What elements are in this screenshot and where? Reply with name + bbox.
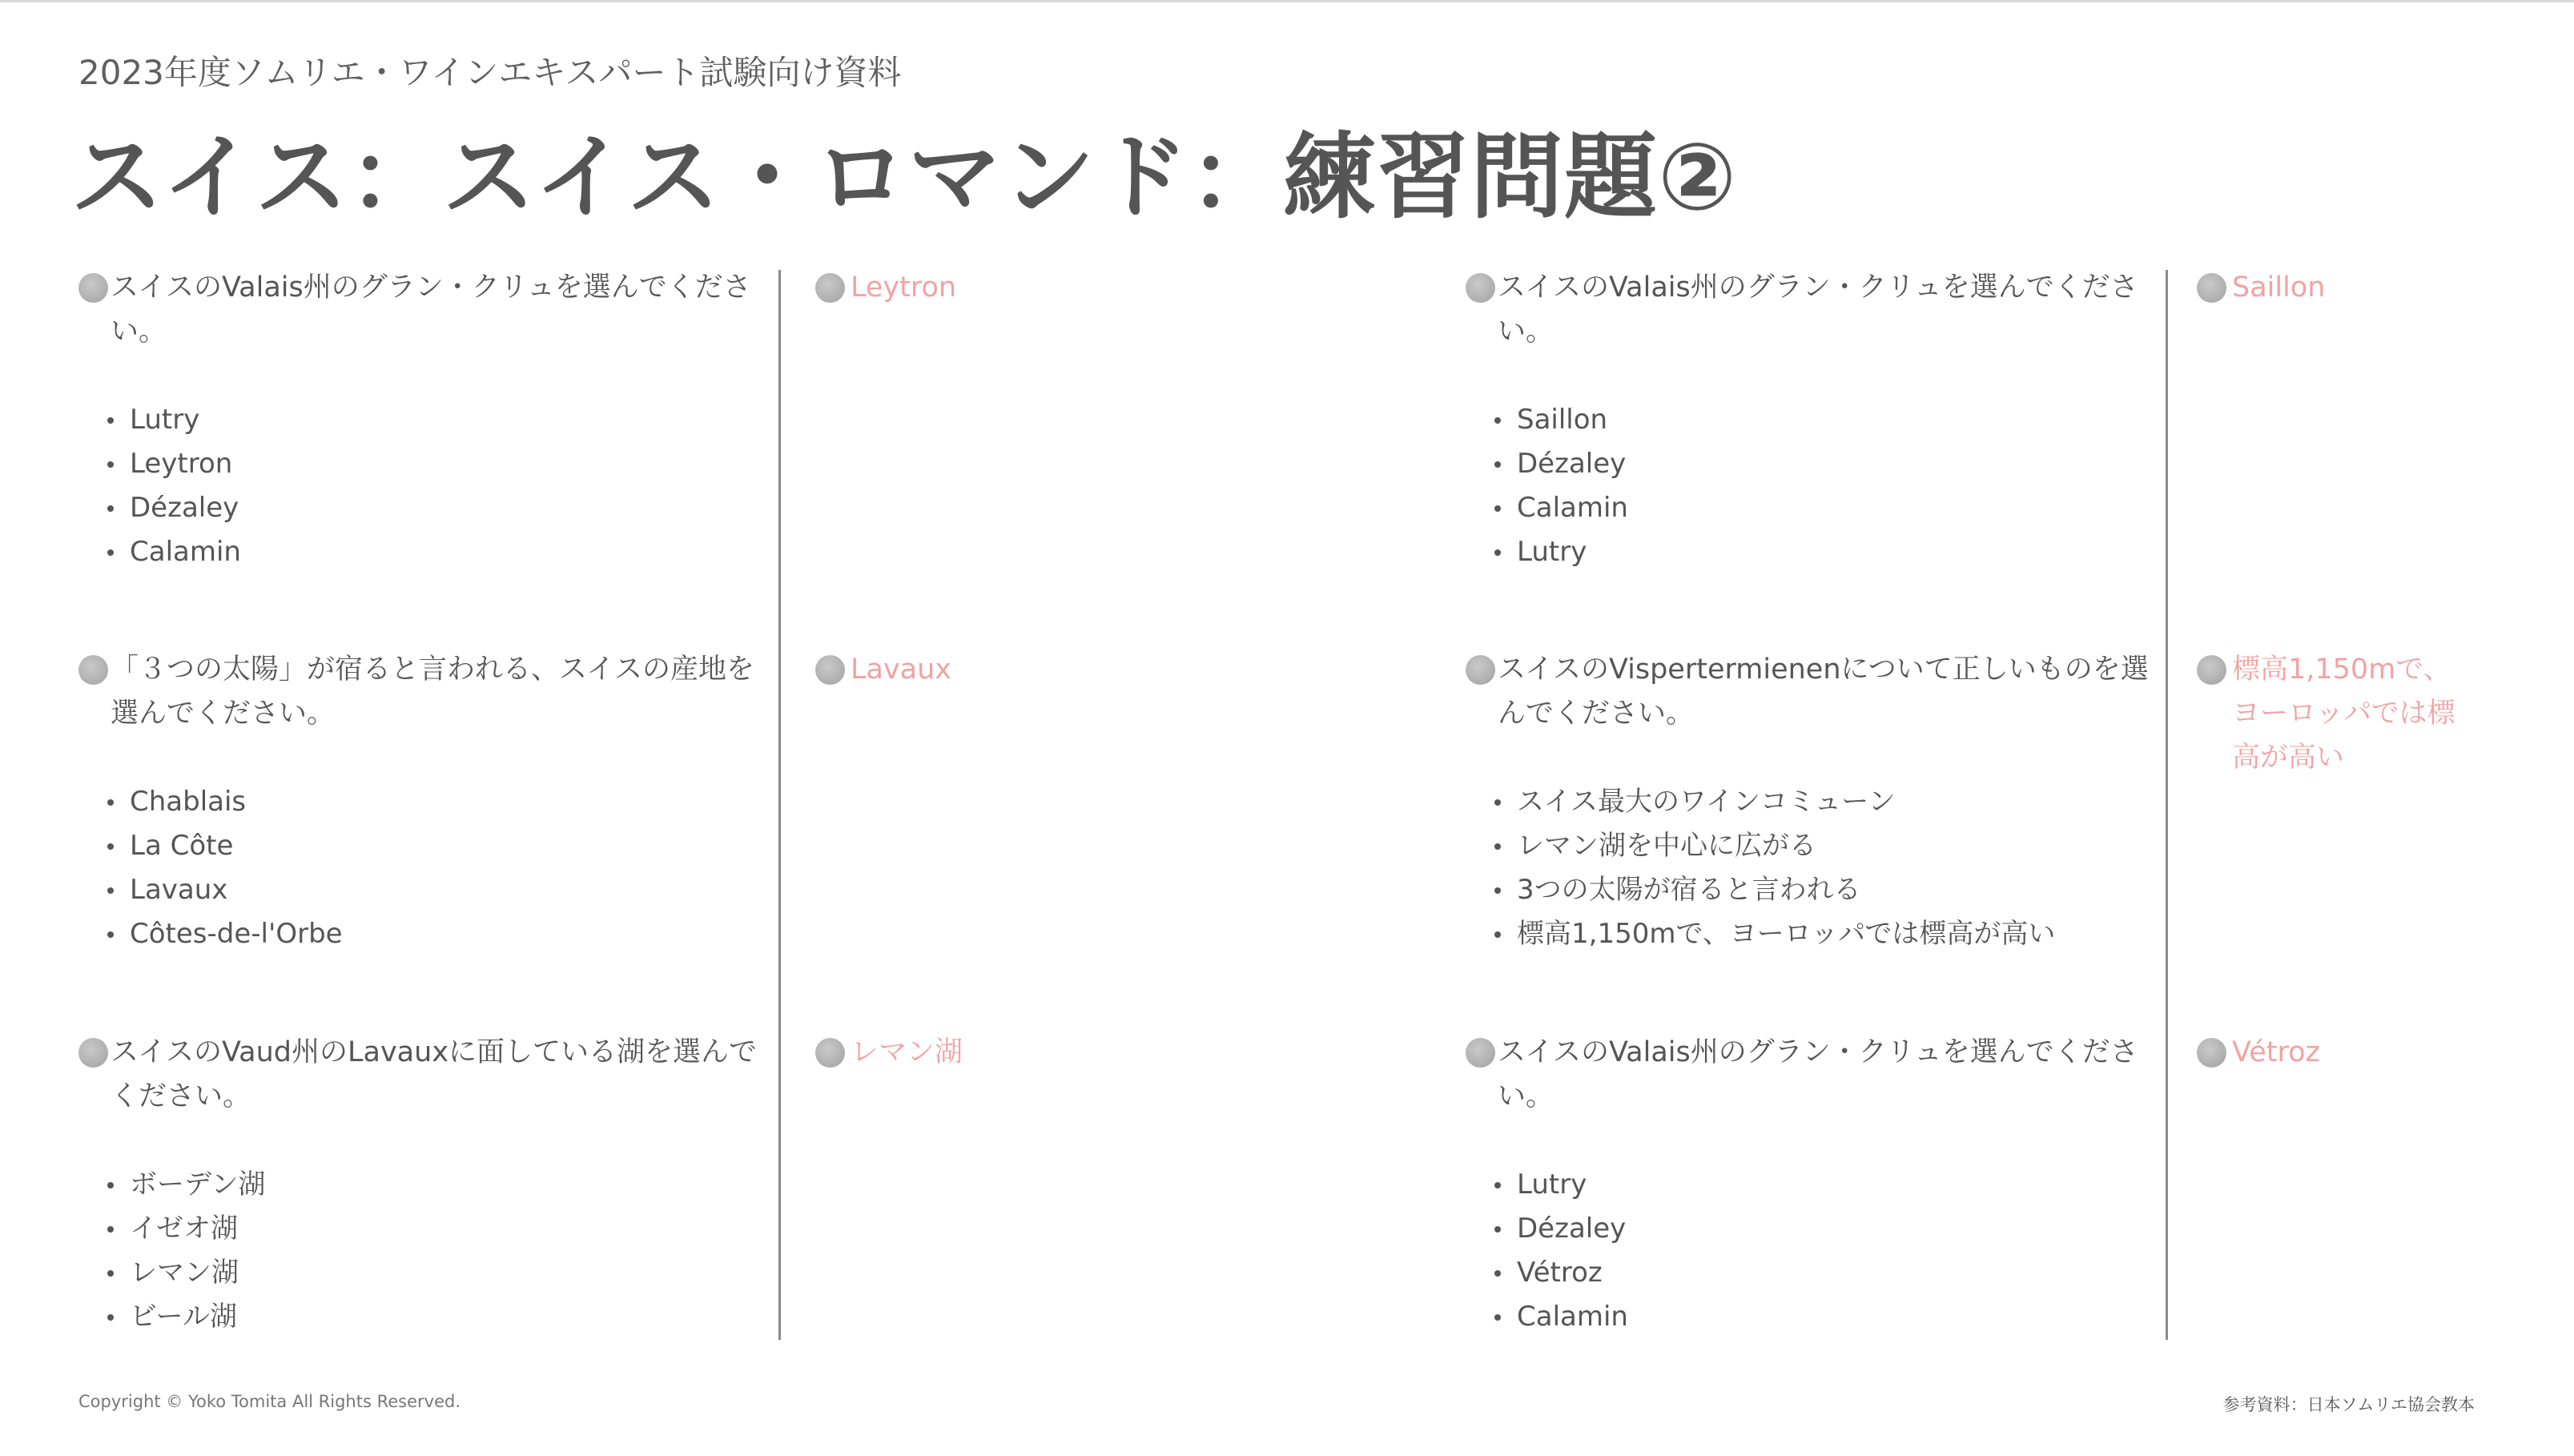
question-block (1466, 1031, 2162, 1339)
question-bullet-icon (78, 1038, 108, 1068)
answer-bullet-icon (2197, 1038, 2226, 1068)
question-text: スイスのValais州のグラン・クリュを選んでください。 (1498, 1036, 2138, 1112)
option-item: Calamin (1494, 486, 2162, 530)
right-divider (2166, 270, 2168, 1340)
option-item: Dézaley (1494, 1207, 2162, 1251)
answer-block (815, 648, 1080, 692)
answer-text: Saillon (2232, 271, 2326, 304)
option-list (78, 1163, 775, 1339)
option-item: レマン湖を中心に広がる (1494, 824, 2162, 868)
page-title: スイス：スイス・ロマンド：練習問題② (70, 123, 1738, 231)
page-subtitle: 2023年度ソムリエ・ワインエキスパート試験向け資料 (78, 53, 902, 92)
question-text: 「３つの太陽」が宿ると言われる、スイスの産地を選んでください。 (111, 654, 754, 730)
question-text: スイスのVaud州のLavauxに面している湖を選んでください。 (111, 1036, 758, 1112)
answer-bullet-icon (2197, 655, 2226, 685)
answer-block (2197, 648, 2461, 780)
option-list (1466, 398, 2162, 574)
question-text: スイスのValais州のグラン・クリュを選んでください。 (111, 271, 751, 348)
answer-bullet-icon (815, 273, 845, 303)
answer-text: 標高1,150mで、ヨーロッパでは標高が高い (2232, 654, 2455, 774)
question-item (1466, 1031, 2162, 1119)
option-item: イゼオ湖 (107, 1207, 775, 1251)
option-item: Dézaley (107, 486, 775, 530)
question-item (78, 266, 775, 354)
question-block (78, 648, 775, 956)
reference-text: 参考資料：日本ソムリエ協会教本 (2222, 1395, 2475, 1414)
option-item: Calamin (107, 530, 775, 574)
question-text: スイスのValais州のグラン・クリュを選んでください。 (1498, 271, 2138, 348)
option-item: Vétroz (1494, 1251, 2162, 1295)
question-text: スイスのVispertermienenについて正しいものを選んでください。 (1498, 654, 2149, 730)
option-list (78, 398, 775, 574)
option-item: スイス最大のワインコミューン (1494, 780, 2162, 824)
question-block (78, 1031, 775, 1339)
answer-bullet-icon (815, 1038, 845, 1068)
answer-block (815, 1031, 1080, 1075)
question-block (1466, 266, 2162, 574)
option-item: La Côte (107, 824, 775, 868)
option-item: Lutry (107, 398, 775, 442)
question-block (78, 266, 775, 574)
answer-bullet-icon (815, 655, 845, 685)
top-rule (0, 0, 2574, 2)
answer-block (815, 266, 1080, 310)
left-divider (778, 270, 781, 1340)
answer-block (2197, 266, 2461, 310)
copyright-text: Copyright © Yoko Tomita All Rights Reserved. (78, 1392, 461, 1411)
answer-text: レマン湖 (851, 1036, 963, 1068)
option-item: 3つの太陽が宿ると言われる (1494, 868, 2162, 912)
option-item: Leytron (107, 442, 775, 486)
answer-text: Lavaux (851, 654, 952, 686)
option-item: Lutry (1494, 530, 2162, 574)
question-item (78, 648, 775, 736)
answer-text: Vétroz (2232, 1036, 2320, 1068)
answer-bullet-icon (2197, 273, 2226, 303)
option-item: Chablais (107, 780, 775, 824)
question-bullet-icon (78, 273, 108, 303)
option-item: Calamin (1494, 1295, 2162, 1339)
question-block (1466, 648, 2162, 956)
option-item: Lutry (1494, 1163, 2162, 1207)
option-item: ビール湖 (107, 1295, 775, 1339)
option-list (78, 780, 775, 956)
option-item: ボーデン湖 (107, 1163, 775, 1207)
question-item (1466, 648, 2162, 736)
option-list (1466, 1163, 2162, 1339)
option-item: レマン湖 (107, 1251, 775, 1295)
question-item (1466, 266, 2162, 354)
option-item: Lavaux (107, 868, 775, 912)
answer-block (2197, 1031, 2461, 1075)
question-item (78, 1031, 775, 1119)
option-item: 標高1,150mで、ヨーロッパでは標高が高い (1494, 912, 2162, 956)
question-bullet-icon (1466, 1038, 1495, 1068)
option-item: Saillon (1494, 398, 2162, 442)
answer-text: Leytron (851, 271, 957, 304)
option-list (1466, 780, 2162, 956)
option-item: Côtes-de-l'Orbe (107, 912, 775, 956)
option-item: Dézaley (1494, 442, 2162, 486)
question-bullet-icon (78, 655, 108, 685)
question-bullet-icon (1466, 273, 1495, 303)
question-bullet-icon (1466, 655, 1495, 685)
